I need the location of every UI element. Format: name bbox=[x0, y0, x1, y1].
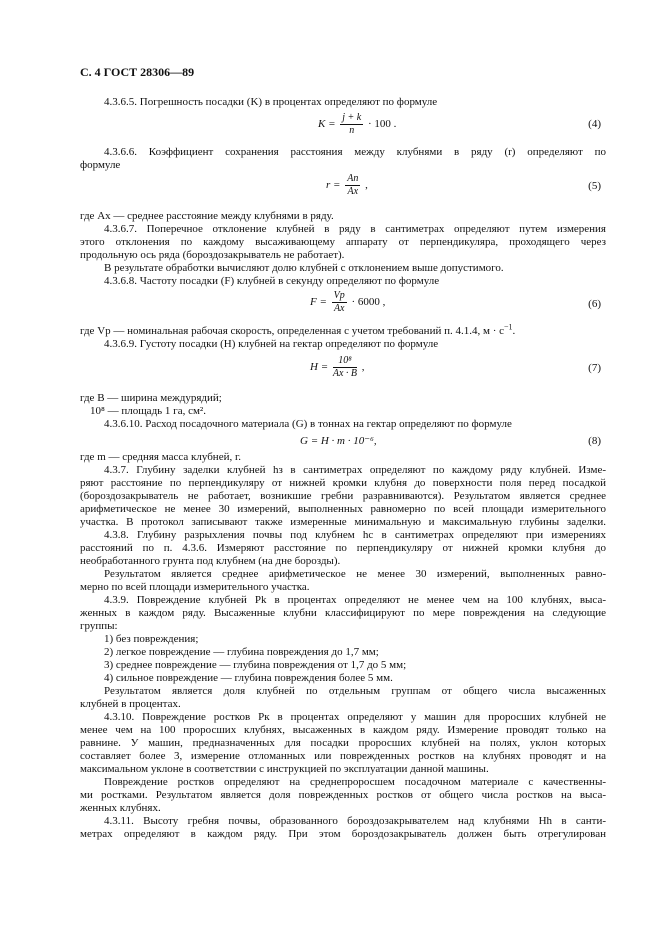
paragraph-4-3-6-7-line-2: этого отклонения по каждому высаживающему аппарату от перпендикуляра, проходящего через bbox=[80, 236, 606, 248]
paragraph-4-3-7-line-4: арифметическое не менее 30 измерений, выполненных равномерно по всей площади измерительного bbox=[80, 503, 606, 515]
definition-m: где m — средняя масса клубней, г. bbox=[80, 451, 241, 463]
formula-7-rhs: , bbox=[361, 361, 365, 374]
paragraph-result-deviation: В результате обработки вычисляют долю клубней с отклонением выше допустимого. bbox=[104, 262, 504, 274]
formula-6-lhs: F = bbox=[310, 296, 327, 309]
definition-vr-superscript: −1 bbox=[503, 322, 513, 332]
paragraph-result-loosening-line-2: мерно по всей площади измерительного участка. bbox=[80, 581, 310, 593]
formula-5-rhs: , bbox=[365, 179, 368, 192]
formula-6-denominator: Aх bbox=[333, 303, 345, 314]
paragraph-4-3-11-line-2: метрах определяют в каждом ряду. При этом бороздозакрыватель должен быть отрегулирован bbox=[80, 828, 606, 840]
formula-5-denominator: Aх bbox=[347, 186, 359, 197]
paragraph-4-3-8-line-2: расстояний по п. 4.3.6. Измеряют расстояние по перпендикуляру от нижней кромки клубня до bbox=[80, 542, 606, 554]
list-item: 2) легкое повреждение — глубина повреждения до 1,7 мм; bbox=[104, 646, 379, 658]
paragraph-4-3-6-6-line-2: формуле bbox=[80, 159, 121, 171]
formula-5-number: (5) bbox=[588, 180, 601, 192]
formula-4-numerator: j + k bbox=[342, 112, 362, 123]
formula-8: G = H · m · 10⁻⁶, bbox=[300, 435, 377, 447]
page-header: С. 4 ГОСТ 28306—89 bbox=[80, 65, 195, 79]
paragraph-sprouts-line-1: Повреждение ростков определяют на среднепроросшем посадочном материале с качественны- bbox=[104, 776, 606, 788]
formula-8-number: (8) bbox=[588, 435, 601, 447]
paragraph-4-3-7-line-1: 4.3.7. Глубину заделки клубней hз в сантиметрах определяют по каждому ряду клубней. Изме- bbox=[104, 464, 606, 476]
formula-7-denominator: Aх · B bbox=[332, 368, 358, 379]
formula-6 bbox=[310, 290, 385, 315]
list-item: 4) сильное повреждение — глубина повреждения более 5 мм. bbox=[104, 672, 393, 684]
paragraph-4-3-10-line-4: составляет более 3, измерение отломанных или поврежденных ростков на клубнях проводят и на bbox=[80, 750, 606, 762]
list-item: 3) среднее повреждение — глубина повреждения от 1,7 до 5 мм; bbox=[104, 659, 407, 671]
formula-4-fraction bbox=[340, 112, 363, 137]
paragraph-4-3-6-5: 4.3.6.5. Погрешность посадки (K) в процентах определяют по формуле bbox=[104, 96, 438, 108]
definition-vr bbox=[80, 322, 606, 338]
paragraph-sprouts-line-3: женных клубнях. bbox=[80, 802, 161, 814]
definition-ax: где Aх — среднее расстояние между клубнями в ряду. bbox=[80, 210, 334, 222]
formula-6-numerator: Vр bbox=[333, 290, 345, 301]
paragraph-4-3-10-line-5: максимальном уклоне в соответствии с инструкцией по эксплуатации данной машины. bbox=[80, 763, 489, 775]
paragraph-4-3-6-7-line-1: 4.3.6.7. Поперечное отклонение клубней в ряду в сантиметрах определяют путем измерения bbox=[104, 223, 606, 235]
formula-4-number: (4) bbox=[588, 118, 601, 130]
paragraph-result-loosening-line-1: Результатом является среднее арифметическое не менее 30 измерений, выполненных равно- bbox=[104, 568, 606, 580]
paragraph-sprouts-line-2: ми ростками. Результатом является доля поврежденных ростков от общего числа ростков на выса- bbox=[80, 789, 606, 801]
paragraph-4-3-6-6-line-1: 4.3.6.6. Коэффициент сохранения расстояния между клубнями в ряду (r) определяют по bbox=[104, 146, 606, 158]
paragraph-4-3-8-line-1: 4.3.8. Глубину разрыхления почвы под клубнем hс в сантиметрах определяют при измерениях bbox=[104, 529, 606, 541]
paragraph-4-3-7-line-3: (бороздозакрыватель не работает, возникшие гребни разравниваются). Результатом является среднее bbox=[80, 490, 606, 502]
paragraph-4-3-7-line-5: участка. В протокол записывают также измеренные минимальную и максимальную глубины заделки. bbox=[80, 516, 606, 528]
list-item: 1) без повреждения; bbox=[104, 633, 199, 645]
formula-6-fraction bbox=[332, 290, 347, 315]
paragraph-4-3-10-line-2: менее чем на 100 проросших клубнях, высаженных в каждом ряду. Измерение проводят только на bbox=[80, 724, 606, 736]
formula-5 bbox=[326, 173, 368, 198]
definition-area: 10⁸ — площадь 1 га, см². bbox=[90, 405, 206, 417]
paragraph-4-3-10-line-1: 4.3.10. Повреждение ростков Pк в процентах определяют у машин для проросших клубней не bbox=[104, 711, 606, 723]
paragraph-4-3-6-10: 4.3.6.10. Расход посадочного материала (G) в тоннах на гектар определяют по формуле bbox=[104, 418, 512, 430]
formula-4 bbox=[318, 112, 396, 137]
formula-7-number: (7) bbox=[588, 362, 601, 374]
paragraph-4-3-6-9: 4.3.6.9. Густоту посадки (H) клубней на гектар определяют по формуле bbox=[104, 338, 439, 350]
formula-7-fraction bbox=[333, 355, 357, 380]
formula-7-lhs: H = bbox=[310, 361, 329, 374]
formula-5-lhs: r = bbox=[326, 179, 341, 192]
paragraph-4-3-9-line-2: женных в каждом ряду. Высаженные клубни классифицируют по мере повреждения на следующие bbox=[80, 607, 606, 619]
paragraph-result-damage-line-2: клубней в процентах. bbox=[80, 698, 181, 710]
paragraph-4-3-11-line-1: 4.3.11. Высоту гребня почвы, образованного бороздозакрывателем над клубнями Hh в санти- bbox=[104, 815, 606, 827]
paragraph-result-damage-line-1: Результатом является доля клубней по отдельным группам от общего числа высаженных bbox=[104, 685, 606, 697]
formula-4-denominator: n bbox=[349, 125, 355, 136]
formula-6-number: (6) bbox=[588, 298, 601, 310]
formula-7-numerator: 10⁸ bbox=[333, 355, 357, 368]
paragraph-4-3-6-7-line-3: продольную ось ряда (бороздозакрыватель не работает). bbox=[80, 249, 345, 261]
paragraph-4-3-10-line-3: равнине. У машин, предназначенных для посадки проросших клубней на полях, уклон которых bbox=[80, 737, 606, 749]
definition-b: где B — ширина междурядий; bbox=[80, 392, 222, 404]
formula-7 bbox=[310, 355, 365, 380]
formula-4-rhs: · 100 . bbox=[367, 118, 397, 131]
paragraph-4-3-9-line-1: 4.3.9. Повреждение клубней Pk в процентах определяют не менее чем на 100 клубнях, выса- bbox=[104, 594, 606, 606]
formula-5-fraction bbox=[345, 173, 360, 198]
formula-4-lhs: K = bbox=[318, 118, 336, 131]
formula-5-numerator: Aп bbox=[347, 173, 359, 184]
paragraph-4-3-7-line-2: ряют расстояние по перпендикуляру от нижней кромки клубня до поверхности поля перед посадкой bbox=[80, 477, 606, 489]
definition-vr-text: где Vр — номинальная рабочая скорость, определенная с учетом требований п. 4.1.4, м · с bbox=[80, 325, 504, 337]
paragraph-4-3-9-line-3: группы: bbox=[80, 620, 118, 632]
paragraph-4-3-6-8: 4.3.6.8. Частоту посадки (F) клубней в секунду определяют по формуле bbox=[104, 275, 440, 287]
paragraph-4-3-8-line-3: необработанного грунта под клубнем (на дне борозды). bbox=[80, 555, 341, 567]
formula-6-rhs: · 6000 , bbox=[351, 296, 386, 309]
definition-vr-period: . bbox=[512, 325, 516, 337]
